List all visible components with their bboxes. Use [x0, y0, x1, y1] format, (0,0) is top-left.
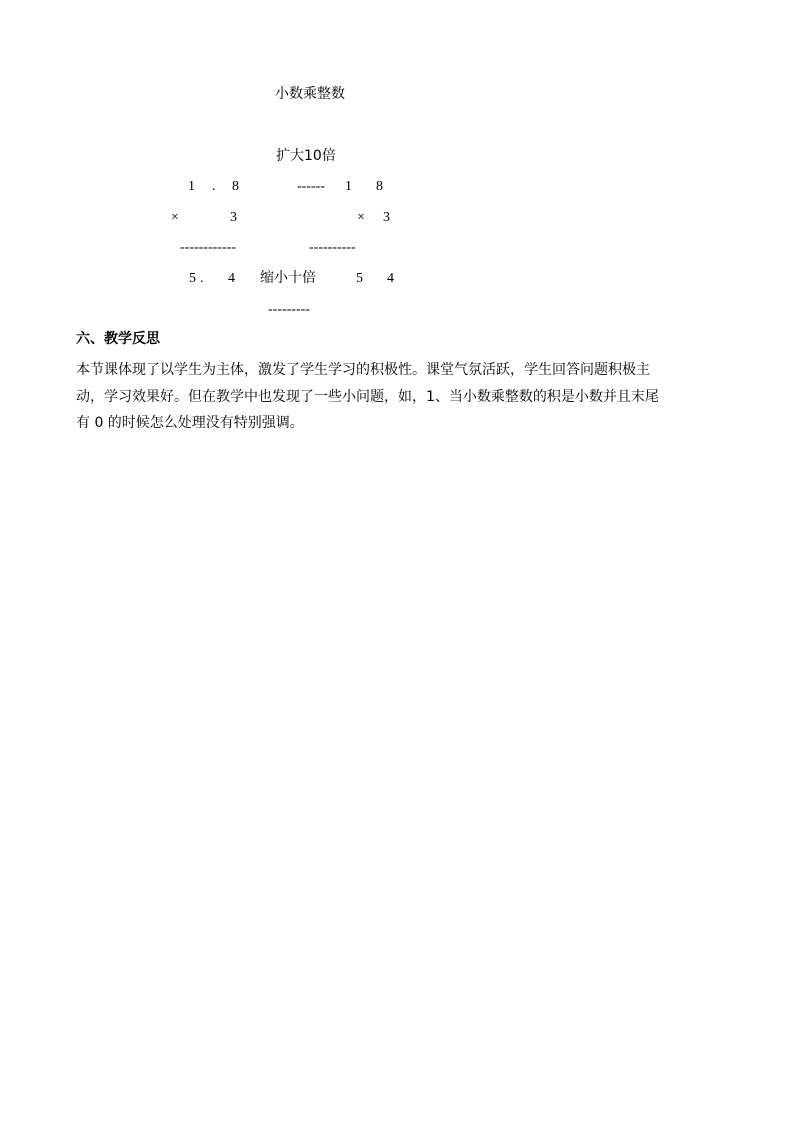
left-result-4: 4 — [228, 271, 235, 286]
shrink-label: 缩小十倍 — [260, 270, 316, 286]
left-rule: ------------ — [180, 240, 236, 255]
right-rule: ---------- — [309, 240, 356, 255]
bottom-rule: --------- — [268, 302, 310, 317]
left-digit-1: 1 — [188, 179, 195, 194]
left-result-point: . — [200, 271, 204, 286]
left-result-5: 5 — [189, 271, 196, 286]
right-times-sign: × — [357, 210, 365, 225]
right-result-5: 5 — [356, 271, 363, 286]
right-digit-1: 1 — [345, 179, 352, 194]
arrow-dashes: ------ — [297, 179, 325, 194]
reflection-line-1: 本节课体现了以学生为主体，激发了学生学习的积极性。课堂气氛活跃，学生回答问题积极主 — [76, 362, 650, 378]
calc-title: 小数乘整数 — [275, 86, 345, 102]
left-digit-8: 8 — [232, 179, 239, 194]
reflection-line-3: 有 0 的时候怎么处理没有特别强调。 — [76, 415, 304, 431]
right-digit-8: 8 — [376, 179, 383, 194]
enlarge-label: 扩大10倍 — [276, 148, 336, 164]
right-multiplier: 3 — [383, 210, 390, 225]
left-decimal-point: . — [212, 179, 216, 194]
right-result-4: 4 — [387, 271, 394, 286]
reflection-line-2: 动，学习效果好。但在教学中也发现了一些小问题，如，1、当小数乘整数的积是小数并且末尾 — [76, 389, 659, 405]
section-heading: 六、教学反思 — [76, 331, 160, 347]
left-times-sign: × — [171, 210, 179, 225]
left-multiplier: 3 — [230, 210, 237, 225]
